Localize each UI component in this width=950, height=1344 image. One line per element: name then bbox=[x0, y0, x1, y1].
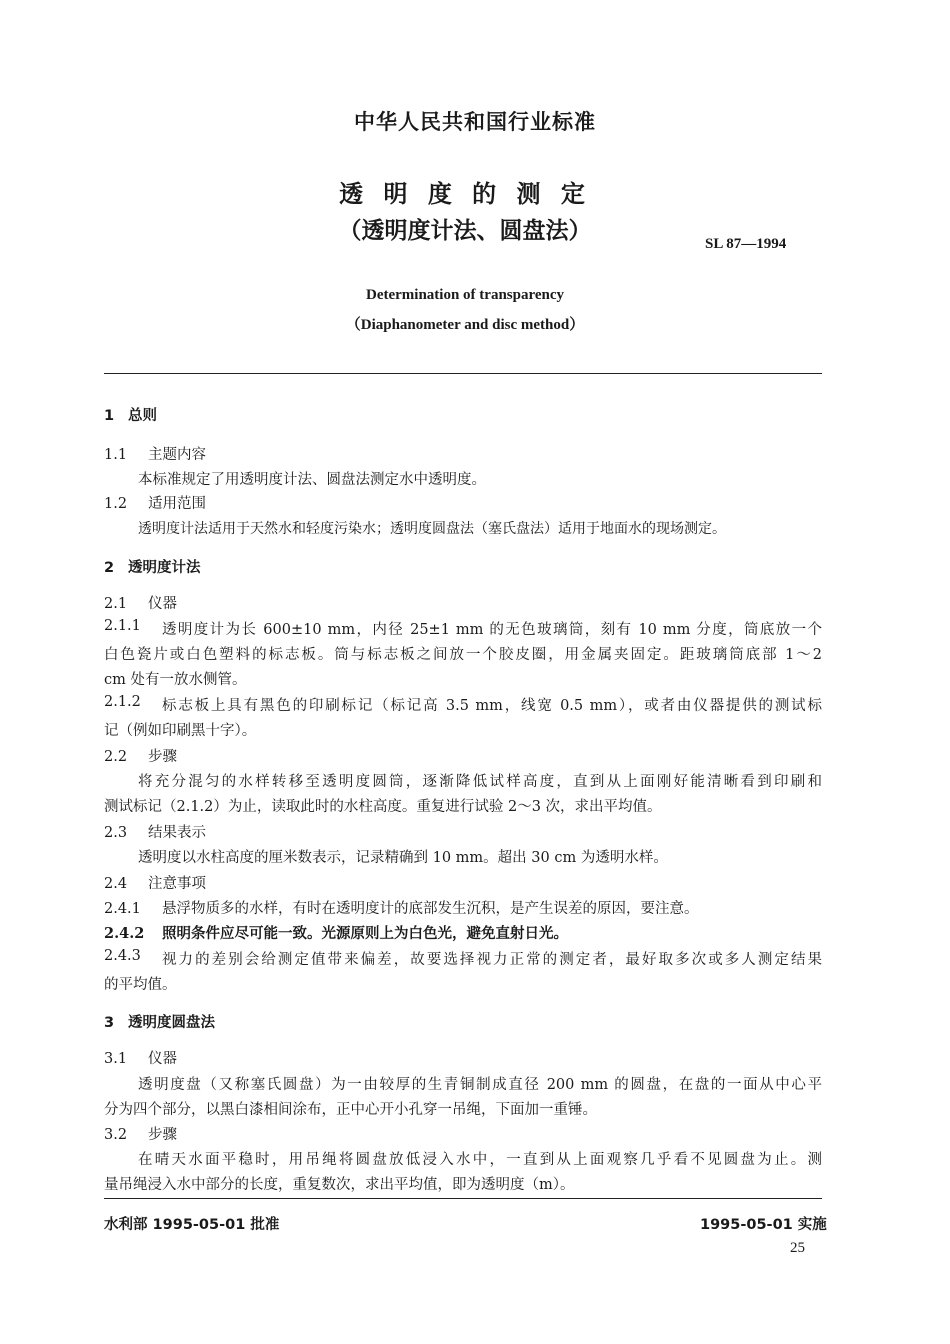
document-subtitle: （透明度计法、圆盘法） bbox=[338, 218, 592, 244]
clause-2-2-line1: 将充分混匀的水样转移至透明度圆筒，逐渐降低试样高度，直到从上面刚好能清晰看到印刷和 bbox=[138, 774, 822, 790]
clause-3-2-line1: 在晴天水面平稳时，用吊绳将圆盘放低浸入水中，一直到从上面观察几乎看不见圆盘为止。测 bbox=[138, 1152, 822, 1168]
clause-2-2-heading bbox=[104, 745, 177, 766]
clause-number: 2.4.1 bbox=[104, 901, 141, 917]
clause-1-1-body: 本标准规定了用透明度计法、圆盘法测定水中透明度。 bbox=[138, 472, 486, 488]
clause-2-1-1-line2: 白色瓷片或白色塑料的标志板。筒与标志板之间放一个胶皮圈，用金属夹固定。距玻璃筒底部 1～2 bbox=[104, 647, 822, 663]
clause-2-1-2-number: 2.1.2 bbox=[104, 694, 141, 710]
clause-2-3-heading bbox=[104, 821, 206, 842]
clause-title: 注意事项 bbox=[148, 876, 206, 892]
clause-3-2-heading bbox=[104, 1123, 177, 1144]
clause-2-4-heading bbox=[104, 872, 206, 893]
clause-title: 仪器 bbox=[148, 596, 177, 612]
clause-number: 3.1 bbox=[104, 1051, 128, 1067]
clause-2-1-heading bbox=[104, 592, 177, 613]
clause-1-2-heading bbox=[104, 492, 206, 513]
clause-number: 1.2 bbox=[104, 496, 128, 512]
standard-code: SL 87—1994 bbox=[705, 236, 787, 252]
clause-body: 悬浮物质多的水样，有时在透明度计的底部发生沉积，是产生误差的原因，要注意。 bbox=[162, 901, 699, 917]
english-title: Determination of transparency bbox=[365, 287, 565, 303]
clause-2-1-2-line2: 记（例如印刷黑十字）。 bbox=[104, 723, 257, 739]
clause-3-1-line1: 透明度盘（又称塞氏圆盘）为一由较厚的生青铜制成直径 200 mm 的圆盘，在盘的一面从中心平 bbox=[138, 1077, 822, 1093]
clause-number: 1.1 bbox=[104, 447, 128, 463]
clause-number: 2.1 bbox=[104, 596, 128, 612]
implementation-date: 1995-05-01 实施 bbox=[700, 1217, 827, 1233]
clause-body: 照明条件应尽可能一致。光源原则上为白色光，避免直射日光。 bbox=[162, 925, 568, 942]
clause-title: 步骤 bbox=[148, 749, 177, 765]
clause-title: 适用范围 bbox=[148, 496, 206, 512]
header-divider bbox=[104, 373, 822, 374]
clause-number: 3.2 bbox=[104, 1127, 128, 1143]
clause-number: 2.4 bbox=[104, 876, 128, 892]
approval-note: 水利部 1995-05-01 批准 bbox=[104, 1217, 280, 1233]
clause-3-1-heading bbox=[104, 1047, 177, 1068]
section-1-heading bbox=[104, 404, 157, 425]
clause-2-1-1-line3: cm 处有一放水侧管。 bbox=[104, 672, 247, 688]
section-number: 2 bbox=[104, 560, 115, 576]
clause-number: 2.3 bbox=[104, 825, 128, 841]
clause-title: 仪器 bbox=[148, 1051, 177, 1067]
clause-title: 步骤 bbox=[148, 1127, 177, 1143]
page-number: 25 bbox=[790, 1240, 805, 1256]
clause-2-4-1 bbox=[104, 897, 699, 918]
clause-3-1-line2: 分为四个部分，以黑白漆相间涂布，正中心开小孔穿一吊绳，下面加一重锤。 bbox=[104, 1102, 597, 1118]
clause-number: 2.4.2 bbox=[104, 925, 145, 942]
document-title: 透 明 度 的 测 定 bbox=[339, 180, 591, 208]
section-title: 透明度圆盘法 bbox=[128, 1015, 215, 1031]
footer-divider bbox=[104, 1198, 822, 1199]
clause-2-4-3-line2: 的平均值。 bbox=[104, 977, 177, 993]
clause-title: 主题内容 bbox=[148, 447, 206, 463]
section-title: 透明度计法 bbox=[128, 560, 201, 576]
clause-2-4-3-number: 2.4.3 bbox=[104, 948, 141, 964]
clause-2-1-1-line1: 透明度计为长 600±10 mm，内径 25±1 mm 的无色玻璃筒，刻有 10 mm 分度，筒底放一个 bbox=[162, 622, 822, 638]
clause-title: 结果表示 bbox=[148, 825, 206, 841]
standard-org-header: 中华人民共和国行业标准 bbox=[354, 110, 596, 134]
section-3-heading bbox=[104, 1011, 215, 1032]
section-2-heading bbox=[104, 556, 201, 577]
clause-2-3-body: 透明度以水柱高度的厘米数表示，记录精确到 10 mm。超出 30 cm 为透明水样。 bbox=[138, 850, 668, 866]
clause-number: 2.2 bbox=[104, 749, 128, 765]
section-number: 1 bbox=[104, 408, 115, 424]
clause-3-2-line2: 量吊绳浸入水中部分的长度，重复数次，求出平均值，即为透明度（m）。 bbox=[104, 1177, 575, 1193]
clause-2-1-1-number: 2.1.1 bbox=[104, 618, 141, 634]
english-subtitle: （Diaphanometer and disc method） bbox=[345, 317, 585, 333]
clause-2-2-line2: 测试标记（2.1.2）为止，读取此时的水柱高度。重复进行试验 2～3 次，求出平均值。 bbox=[104, 799, 662, 815]
clause-2-1-2-line1: 标志板上具有黑色的印刷标记（标记高 3.5 mm，线宽 0.5 mm），或者由仪器提供的测试标 bbox=[162, 698, 822, 714]
clause-1-2-body: 透明度计法适用于天然水和轻度污染水；透明度圆盘法（塞氏盘法）适用于地面水的现场测定。 bbox=[138, 521, 726, 537]
section-title: 总则 bbox=[128, 408, 157, 424]
clause-2-4-3-line1: 视力的差别会给测定值带来偏差，故要选择视力正常的测定者，最好取多次或多人测定结果 bbox=[162, 952, 822, 968]
section-number: 3 bbox=[104, 1015, 115, 1031]
clause-2-4-2 bbox=[104, 922, 568, 943]
clause-1-1-heading bbox=[104, 443, 206, 464]
